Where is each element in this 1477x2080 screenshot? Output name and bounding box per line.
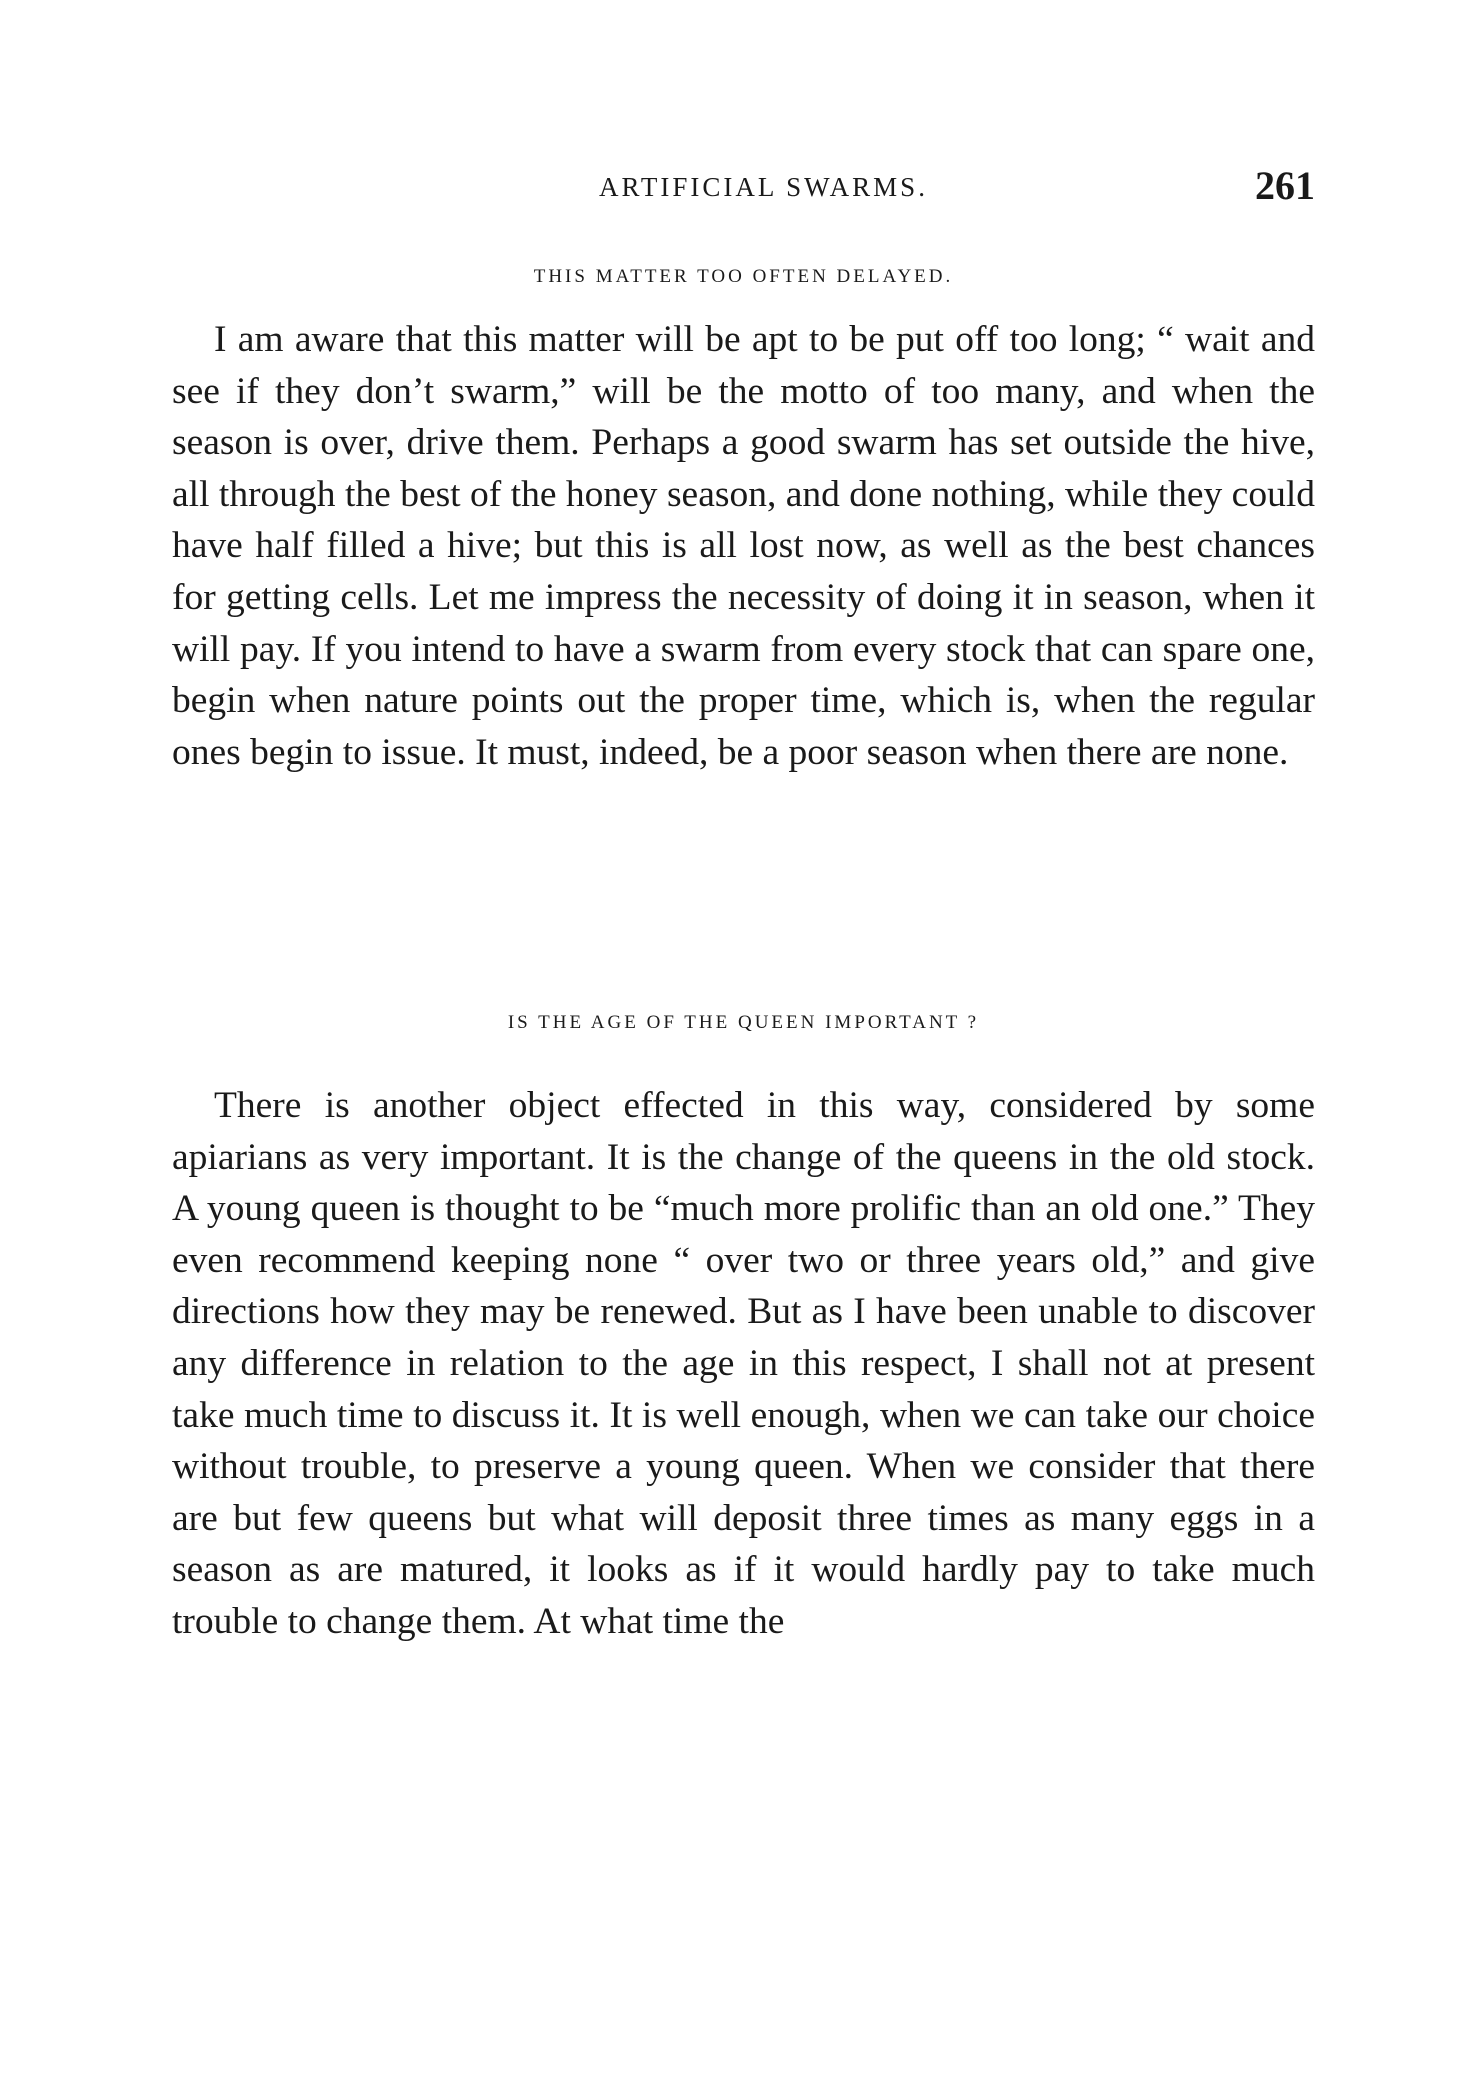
running-head xyxy=(172,162,1315,212)
paragraph-queen-age xyxy=(172,1080,1315,1648)
running-title: ARTIFICIAL SWARMS. xyxy=(599,172,928,202)
paragraph-text: I am aware that this matter will be apt to be put off too long; “ wait and see if they don’t swarm,” will be the motto of too many, and when the season is over, drive them. Perhaps a good swarm has set outside the hive, all through the best of the honey season, and done nothing, while they could have half filled a hive; but this is all lost now, as well as the best chances for getting cells. Let me impress the necessity of doing it in season, when it will pay. If you intend to have a swarm from every stock that can spare one, begin when nature points out the proper time, which is, when the regular ones begin to issue. It must, indeed, be a poor season when there are none. xyxy=(172,319,1315,773)
paragraph-delayed xyxy=(172,314,1315,778)
section-heading-queen-age: IS THE AGE OF THE QUEEN IMPORTANT ? xyxy=(507,1012,980,1033)
page-number: 261 xyxy=(1255,163,1315,208)
section-heading-delayed: THIS MATTER TOO OFTEN DELAYED. xyxy=(533,266,954,287)
paragraph-text: There is another object effected in this way, considered by some apiarians as very important. It is the change of the queens in the old stock. A young queen is thought to be “much more prolific than an old one.” They even recommend keeping none “ over two or three years old,” and give directions how they may be renewed. But as I have been unable to discover any difference in relation to the age in this respect, I shall not at present take much time to discuss it. It is well enough, when we can take our choice without trouble, to preserve a young queen. When we consider that there are but few queens but what will deposit three times as many eggs in a season as are matured, it looks as if it would hardly pay to take much trouble to change them. At what time the xyxy=(172,1085,1315,1642)
